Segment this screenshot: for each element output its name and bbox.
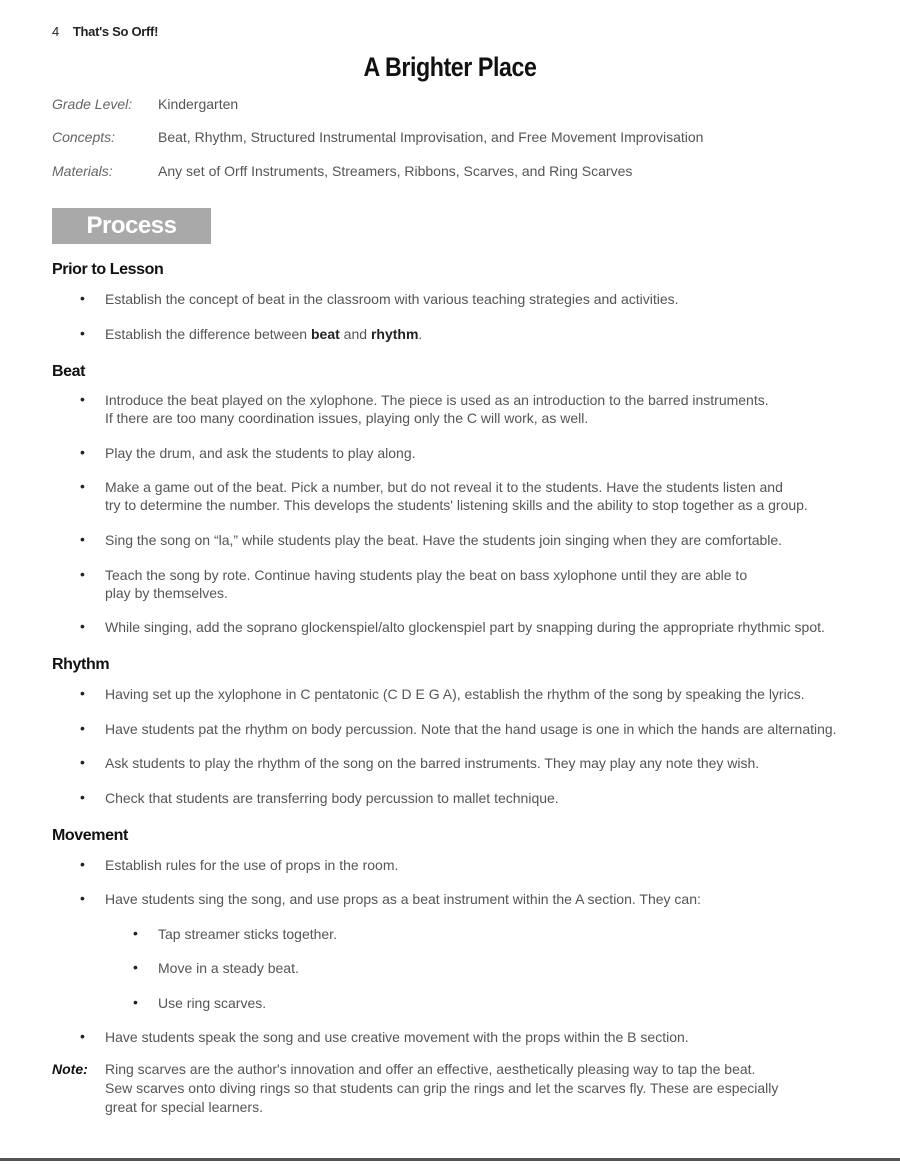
bullet: • xyxy=(80,618,85,634)
sub-bullet: • xyxy=(133,994,138,1010)
section-heading-beat: Beat xyxy=(52,363,86,380)
list-item: Have students sing the song, and use props as a beat instrument within the A section. They can: xyxy=(105,891,701,907)
section-heading-prior: Prior to Lesson xyxy=(52,261,164,278)
bullet: • xyxy=(80,789,85,805)
bold-term: rhythm xyxy=(370,326,419,342)
bullet: • xyxy=(80,856,85,872)
process-banner: Process xyxy=(52,208,211,244)
meta-key: Grade Level: xyxy=(52,96,133,112)
page-title: A Brighter Place xyxy=(363,52,537,82)
bullet: • xyxy=(80,444,85,460)
list-item: Teach the song by rote. Continue having students play the beat on bass xylophone until they are able to play by themselves. xyxy=(105,567,748,601)
page-number: 4 xyxy=(52,24,60,39)
list-item: Have students speak the song and use creative movement with the props within the B section. xyxy=(105,1029,689,1045)
bullet: • xyxy=(80,325,85,341)
list-item: Establish the difference between beat and rhythm. xyxy=(105,326,423,342)
section-heading-movement: Movement xyxy=(52,827,128,844)
bullet: • xyxy=(80,685,85,701)
bullet: • xyxy=(80,531,85,547)
sub-list-item: Tap streamer sticks together. xyxy=(158,926,337,942)
list-item: Play the drum, and ask the students to play along. xyxy=(105,445,416,461)
meta-value: Beat, Rhythm, Structured Instrumental Improvisation, and Free Movement Improvisation xyxy=(158,129,704,145)
sub-bullet: • xyxy=(133,925,138,941)
note-text: Ring scarves are the author's innovation and offer an effective, aesthetically pleasing way to tap the beat. Sew scarves onto diving rings so that students can grip the rings and let the scarves fly. These are especially great for special learners. xyxy=(105,1061,779,1115)
list-item: Make a game out of the beat. Pick a number, but do not reveal it to the students. Have the students listen and try to determine the number. This develops the students' listening skills and the ability to stop together as a group. xyxy=(105,479,808,513)
book-title: That's So Orff! xyxy=(72,24,159,39)
meta-value: Kindergarten xyxy=(158,96,239,112)
section-heading-rhythm: Rhythm xyxy=(52,656,110,673)
bold-term: beat xyxy=(311,326,340,342)
meta-key: Materials: xyxy=(52,163,113,179)
list-item: Ask students to play the rhythm of the song on the barred instruments. They may play any note they wish. xyxy=(105,755,760,771)
bullet: • xyxy=(80,1028,85,1044)
bullet: • xyxy=(80,754,85,770)
list-item: Have students pat the rhythm on body percussion. Note that the hand usage is one in which the hands are alternating. xyxy=(105,721,837,737)
bottom-rule xyxy=(0,1158,900,1161)
bullet: • xyxy=(80,478,85,494)
bullet: • xyxy=(80,391,85,407)
bullet: • xyxy=(80,890,85,906)
list-item: Introduce the beat played on the xylophone. The piece is used as an introduction to the barred instruments. If there are too many coordination issues, playing only the C will work, as well. xyxy=(105,392,769,426)
bullet: • xyxy=(80,566,85,582)
meta-value: Any set of Orff Instruments, Streamers, Ribbons, Scarves, and Ring Scarves xyxy=(158,163,633,179)
meta-key: Concepts: xyxy=(52,129,116,145)
list-item: Establish rules for the use of props in the room. xyxy=(105,857,399,873)
running-head xyxy=(52,24,158,39)
list-item: Check that students are transferring body percussion to mallet technique. xyxy=(105,790,559,806)
bullet: • xyxy=(80,290,85,306)
list-item: Establish the concept of beat in the classroom with various teaching strategies and activities. xyxy=(105,291,679,307)
sub-list-item: Move in a steady beat. xyxy=(158,960,299,976)
note-label: Note: xyxy=(52,1061,88,1077)
list-item: Sing the song on “la,” while students play the beat. Have the students join singing when they are comfortable. xyxy=(105,532,783,548)
sub-bullet: • xyxy=(133,959,138,975)
bullet: • xyxy=(80,720,85,736)
list-item: Having set up the xylophone in C pentatonic (C D E G A), establish the rhythm of the song by speaking the lyrics. xyxy=(105,686,805,702)
list-item: While singing, add the soprano glockenspiel/alto glockenspiel part by snapping during the appropriate rhythmic spot. xyxy=(105,619,825,635)
sub-list-item: Use ring scarves. xyxy=(158,995,267,1011)
